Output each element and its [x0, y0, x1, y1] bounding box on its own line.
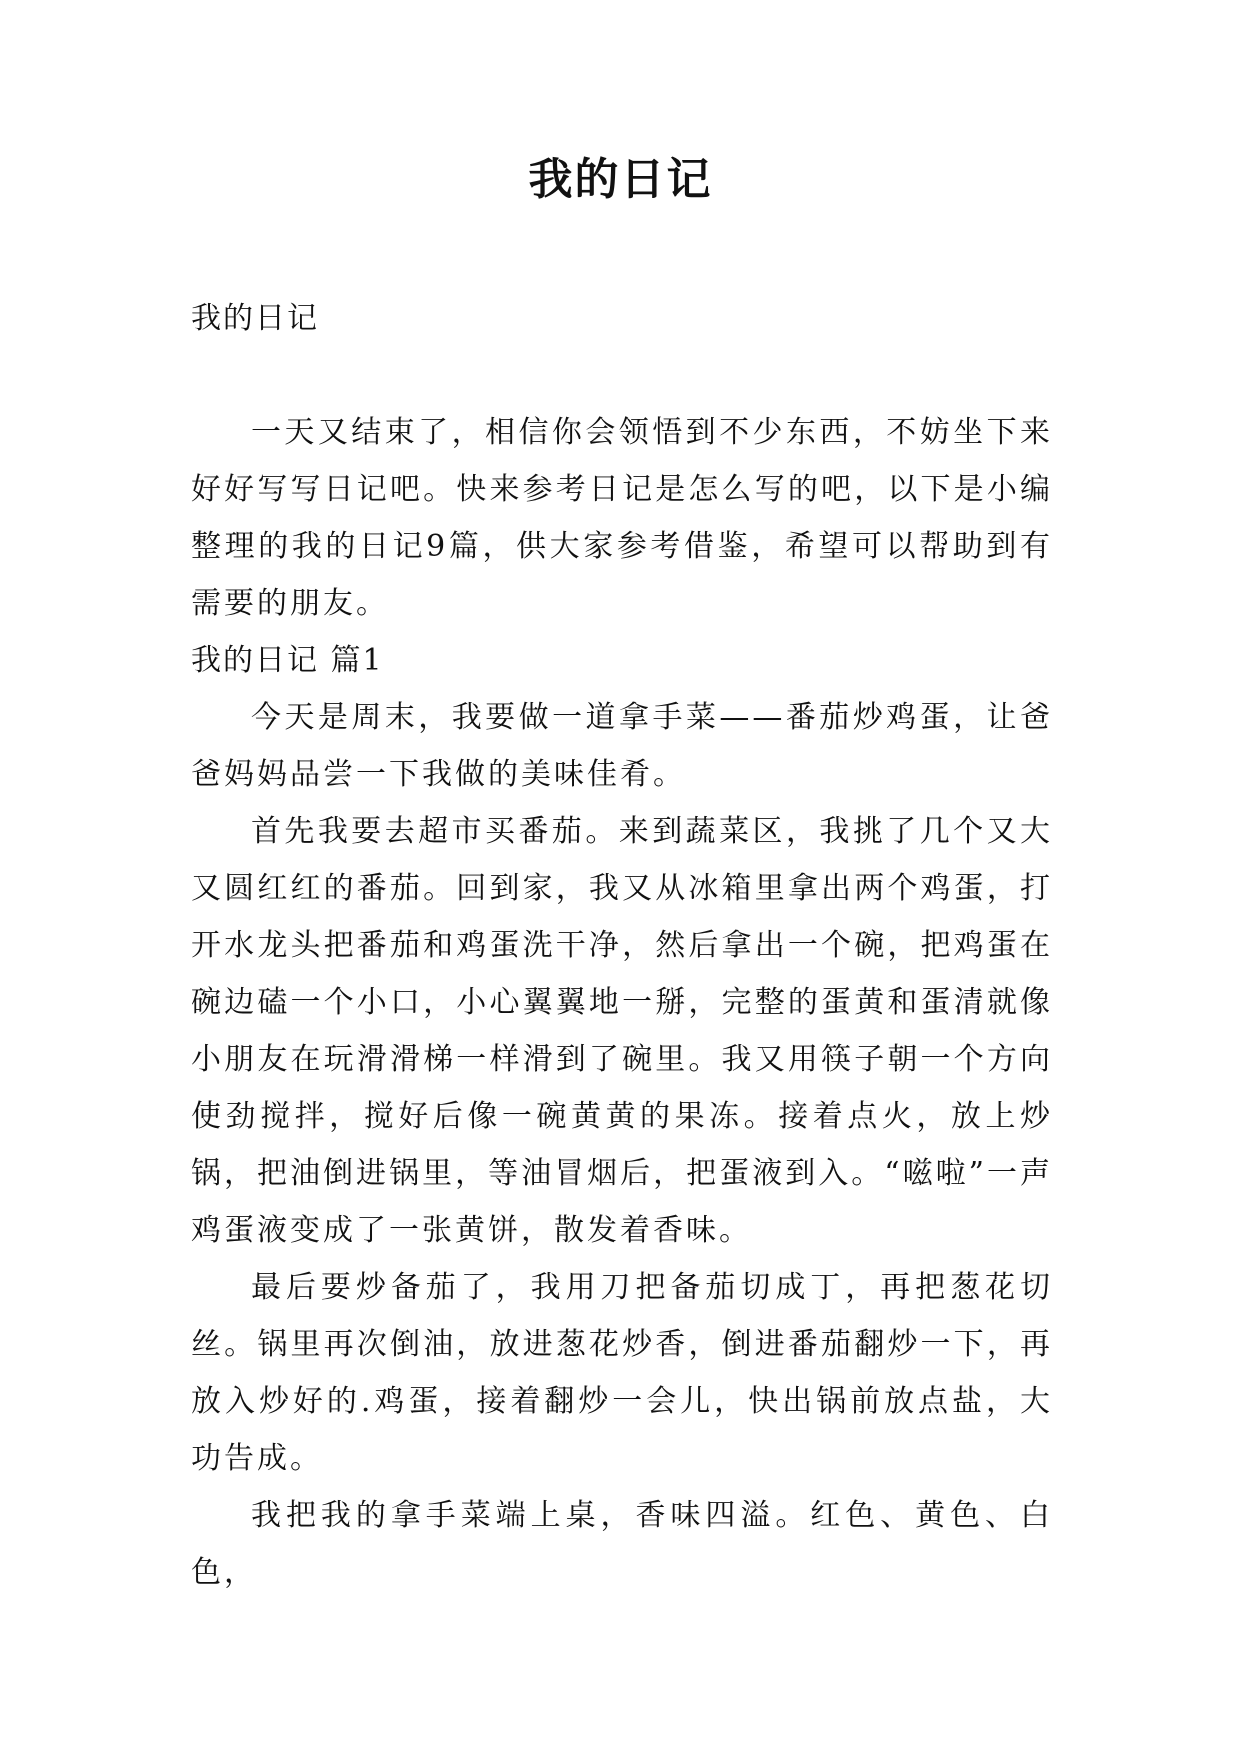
section-heading: 我的日记 篇1 [191, 643, 384, 678]
body-paragraph: 今天是周末，我要做一道拿手菜——番茄炒鸡蛋，让爸爸妈妈品尝一下我做的美味佳肴。 [191, 700, 1053, 792]
body-paragraph: 最后要炒备茄了，我用刀把备茄切成丁，再把葱花切丝。锅里再次倒油，放进葱花炒香，倒进番茄翻炒一下，再放入炒好的.鸡蛋，接着翻炒一会儿，快出锅前放点盐，大功告成。 [191, 1270, 1053, 1476]
body-paragraph: 我把我的拿手菜端上桌，香味四溢。红色、黄色、白色， [191, 1498, 1053, 1590]
document-subtitle: 我的日记 [191, 301, 319, 336]
document-body [191, 290, 1053, 1601]
body-paragraph: 首先我要去超市买番茄。来到蔬菜区，我挑了几个又大又圆红红的番茄。回到家，我又从冰箱里拿出两个鸡蛋，打开水龙头把番茄和鸡蛋洗干净，然后拿出一个碗，把鸡蛋在碗边磕一个小口，小心翼翼地一掰，完整的蛋黄和蛋清就像小朋友在玩滑滑梯一样滑到了碗里。我又用筷子朝一个方向使劲搅拌，搅好后像一碗黄黄的果冻。接着点火，放上炒锅，把油倒进锅里，等油冒烟后，把蛋液到入。“嗞啦”一声鸡蛋液变成了一张黄饼，散发着香味。 [191, 814, 1053, 1248]
document-title: 我的日记 [528, 154, 713, 205]
intro-paragraph: 一天又结束了，相信你会领悟到不少东西，不妨坐下来好好写写日记吧。快来参考日记是怎么写的吧，以下是小编整理的我的日记9篇，供大家参考借鉴，希望可以帮助到有需要的朋友。 [191, 415, 1053, 621]
